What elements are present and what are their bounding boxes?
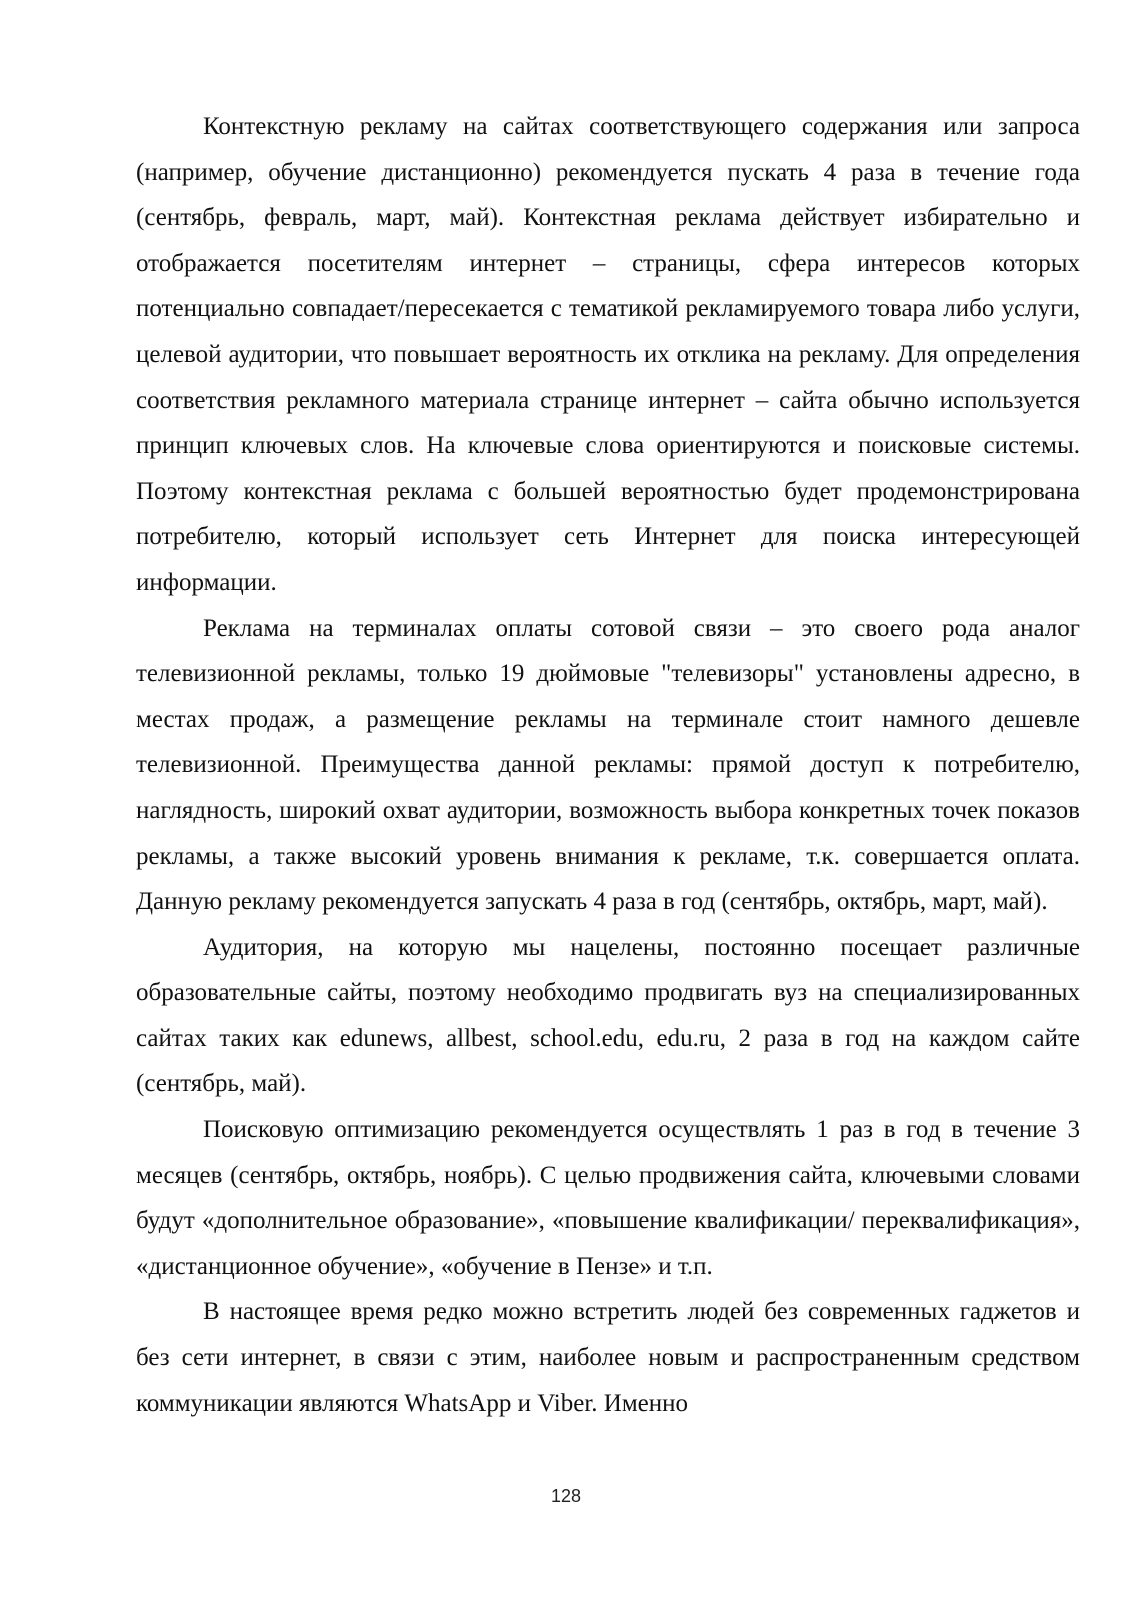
document-body [136,104,1080,1426]
paragraph-educational-sites: Аудитория, на которую мы нацелены, постоянно посещает различные образовательные сайты, поэтому необходимо продвигать вуз на специализированных сайтах таких как edunews, allbest, school.edu, edu.ru, 2 раза в год на каждом сайте (сентябрь, май). [136,933,1080,1098]
paragraph-terminal-ads: Реклама на терминалах оплаты сотовой связи – это своего рода аналог телевизионной рекламы, только 19 дюймовые "телевизоры" установлены адресно, в местах продаж, а размещение рекламы на терминале стоит намного дешевле телевизионной. Преимущества данной рекламы: прямой доступ к потребителю, наглядность, широкий охват аудитории, возможность выбора конкретных точек показов рекламы, а также высокий уровень внимания к рекламе, т.к. совершается оплата. Данную рекламу рекомендуется запускать 4 раза в год (сентябрь, октябрь, март, май). [136,614,1080,916]
page-number: 128 [550,1486,582,1506]
paragraph-messengers: В настоящее время редко можно встретить людей без современных гаджетов и без сети интернет, в связи с этим, наиболее новым и распространенным средством коммуникации являются WhatsApp и Viber. Именно [136,1298,1080,1417]
paragraph-search-optimization: Поисковую оптимизацию рекомендуется осуществлять 1 раз в год в течение 3 месяцев (сентябрь, октябрь, ноябрь). С целью продвижения сайта, ключевыми словами будут «дополнительное образование», «повышение квалификации/ переквалификация», «дистанционное обучение», «обучение в Пензе» и т.п. [136,1116,1080,1280]
paragraph-contextual-ads: Контекстную рекламу на сайтах соответствующего содержания или запроса (например, обучение дистанционно) рекомендуется пускать 4 раза в течение года (сентябрь, февраль, март, май). Контекстная реклама действует избирательно и отображается посетителям интернет – страницы, сфера интересов которых потенциально совпадает/пересекается с тематикой рекламируемого товара либо услуги, целевой аудитории, что повышает вероятность их отклика на рекламу. Для определения соответствия рекламного материала странице интернет – сайта обычно используется принцип ключевых слов. На ключевые слова ориентируются и поисковые системы. Поэтому контекстная реклама с большей вероятностью будет продемонстрирована потребителю, который использует сеть Интернет для поиска интересующей информации. [136,113,1080,596]
